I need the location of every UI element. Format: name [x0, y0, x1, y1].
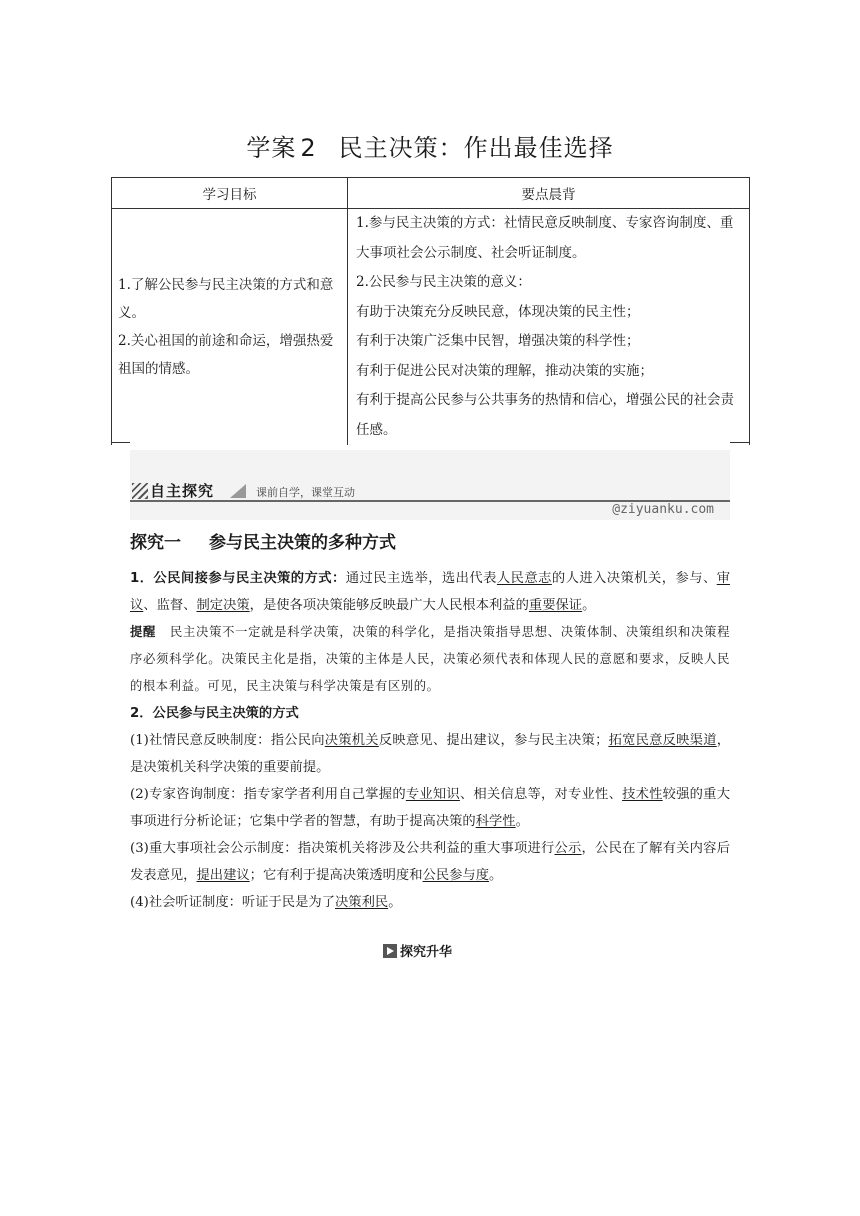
explore-upgrade-heading: [383, 941, 452, 960]
text-span: (3)重大事项社会公示制度：指决策机关将涉及公共利益的重大事项进行: [130, 841, 555, 856]
underlined-term: 科学性: [475, 814, 516, 829]
text-span: 。: [582, 598, 596, 613]
table-bottom-border-right: [730, 442, 750, 443]
goal-item: 1.了解公民参与民主决策的方式和意义。: [118, 277, 334, 321]
text-span: 。: [515, 814, 529, 829]
goals-cell: [112, 209, 348, 446]
heading-text: 参与民主决策的多种方式: [209, 533, 396, 553]
banner-title: 自主探究: [150, 482, 215, 500]
underlined-term: 审议: [130, 571, 730, 613]
table-bottom-border-left: [111, 442, 130, 443]
text-span: (1)社情民意反映制度：指公民向: [130, 733, 325, 748]
method-item-1: [130, 727, 730, 781]
underlined-term: 专业知识: [405, 787, 460, 802]
main-content: [130, 528, 730, 916]
text-span: 较强的重大事项进行分析论证；它集中学者的智慧，有助于提高决策的: [130, 787, 730, 829]
method-item-4: [130, 889, 730, 916]
point-item: 1.参与民主决策的方式：社情民意反映制度、专家咨询制度、重大事项社会公示制度、社会听证制度。: [356, 215, 734, 261]
text-span: 、相关信息等，对专业性、: [459, 787, 623, 802]
section-banner: [130, 450, 730, 520]
text-span: ，公民在了解有关内容后发表意见，: [130, 841, 730, 883]
underlined-term: 技术性: [622, 787, 663, 802]
points-cell: [348, 209, 750, 446]
paragraph-methods-heading: 2．公民参与民主决策的方式: [130, 706, 299, 721]
upgrade-label: 探究升华: [400, 945, 453, 960]
underlined-term: 决策利民: [335, 895, 389, 910]
method-item-2: [130, 781, 730, 835]
paragraph-lead: 1．公民间接参与民主决策的方式：: [130, 571, 346, 586]
triangle-icon: [230, 484, 246, 498]
text-span: 的人进入决策机关，参与、: [551, 571, 717, 586]
underlined-term: 公民参与度: [422, 868, 490, 883]
section-heading: [130, 528, 730, 553]
text-span: ，是决策机关科学决策的重要前提。: [130, 733, 731, 775]
method-item-3: [130, 835, 730, 889]
point-item: 有利于促进公民对决策的理解，推动决策的实施；: [356, 362, 653, 379]
underlined-term: 拓宽民意反映渠道: [608, 733, 717, 748]
point-item: 2.公民参与民主决策的意义：: [356, 274, 531, 290]
stripe-icon: [132, 483, 148, 499]
paragraph-indirect: [130, 565, 730, 619]
play-icon: [383, 944, 397, 958]
text-span: ；它有利于提高决策透明度和: [249, 868, 423, 883]
underlined-term: 公示: [554, 841, 582, 856]
header-points: 要点晨背: [348, 178, 750, 209]
underlined-term: 重要保证: [528, 598, 583, 613]
text-span: 。: [489, 868, 503, 883]
text-span: (4)社会听证制度：听证于民是为了: [130, 895, 335, 910]
header-goals: 学习目标: [112, 178, 348, 209]
text-span: 通过民主选举，选出代表: [345, 571, 497, 586]
point-item: 有利于决策广泛集中民智，增强决策的科学性；: [356, 333, 640, 349]
goal-item: 2.关心祖国的前途和命运，增强热爱祖国的情感。: [118, 333, 334, 377]
underlined-term: 决策机关: [324, 733, 379, 748]
tip-label: 提醒: [130, 625, 157, 639]
tip-paragraph: [130, 619, 730, 700]
text-span: (2)专家咨询制度：指专家学者利用自己掌握的: [130, 787, 406, 802]
title-prefix: 学案: [246, 134, 297, 162]
tip-text: 民主决策不一定就是科学决策，决策的科学化，是指决策指导思想、决策体制、决策组织和决策程序必须科学化。决策民主化是指，决策的主体是人民，决策必须代表和体现人民的意愿和要求，反映人民的根本利益。可见，民主决策与科学决策是有区别的。: [130, 625, 730, 693]
point-item: 有助于决策充分反映民意，体现决策的民主性；: [356, 303, 640, 320]
underlined-term: 人民意志: [496, 571, 552, 586]
point-item: 有利于提高公民参与公共事务的热情和信心，增强公民的社会责任感。: [356, 392, 734, 438]
text-span: 、监督、: [143, 598, 197, 613]
underlined-term: 制定决策: [196, 598, 250, 613]
heading-number: 探究一: [130, 533, 181, 553]
banner-subtitle: 课前自学，课堂互动: [256, 486, 355, 499]
title-number: 2: [300, 134, 317, 162]
text-span: 。: [388, 895, 402, 910]
objectives-table: [111, 177, 750, 445]
title-text: 民主决策：作出最佳选择: [338, 134, 614, 162]
watermark: @ziyuanku.com: [612, 502, 714, 517]
page-title: [0, 128, 860, 163]
underlined-term: 提出建议: [196, 868, 250, 883]
text-span: ，是使各项决策能够反映最广大人民根本利益的: [249, 598, 529, 613]
text-span: 反映意见、提出建议，参与民主决策；: [378, 733, 609, 748]
